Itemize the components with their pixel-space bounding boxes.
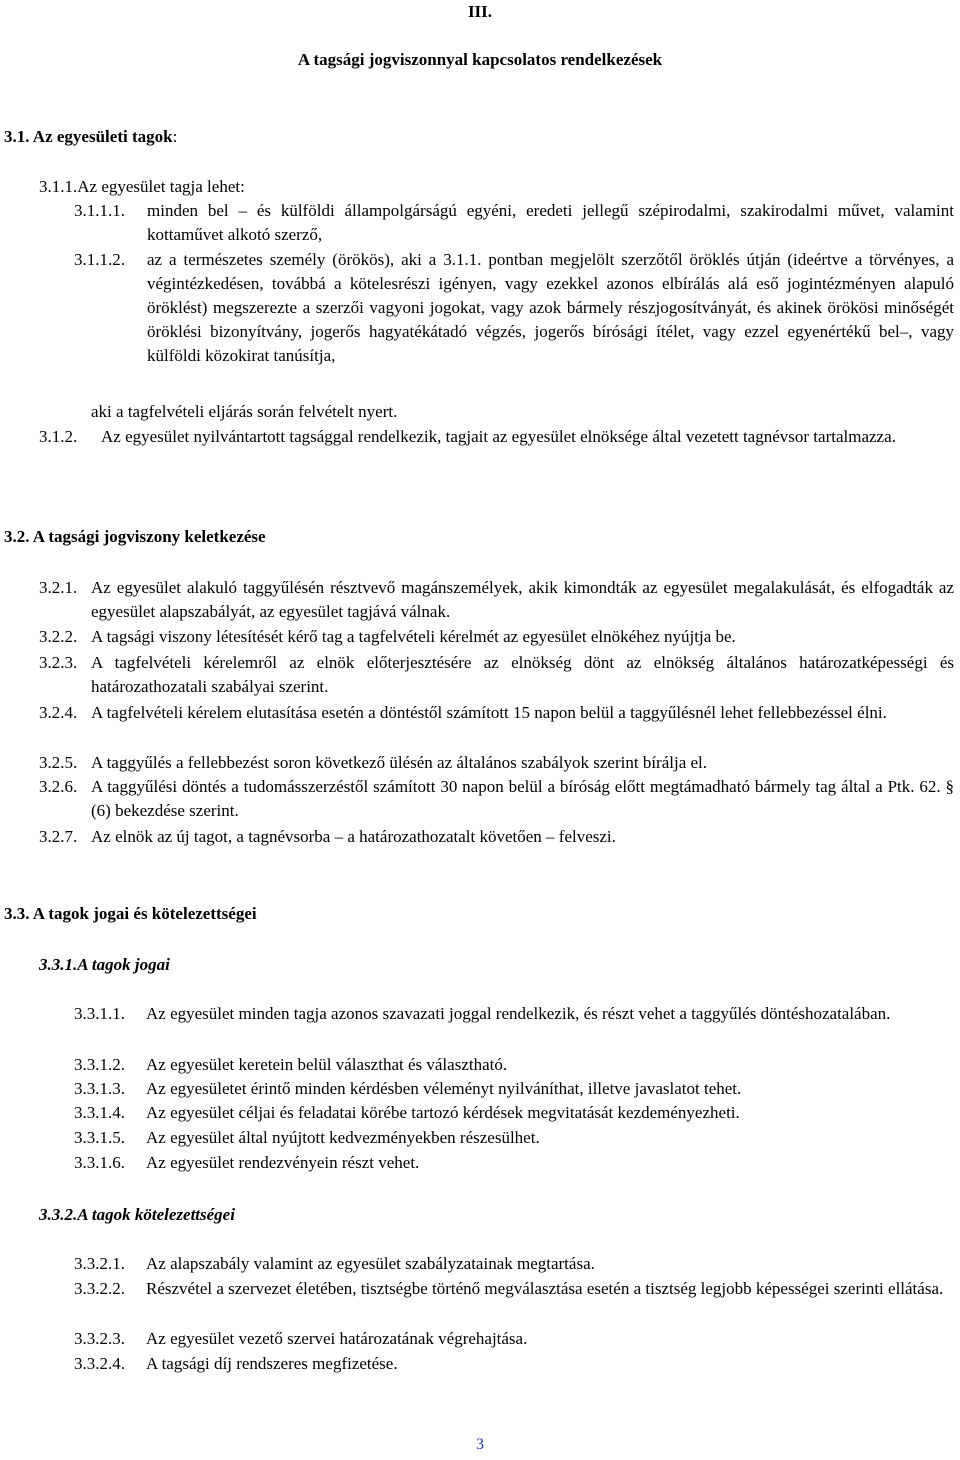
list-item bbox=[39, 825, 954, 849]
list-item bbox=[39, 775, 954, 823]
section-3-1-heading-colon: : bbox=[172, 127, 178, 146]
item-number: 3.2.3. bbox=[39, 653, 78, 672]
chapter-title: A tagsági jogviszonnyal kapcsolatos rendelkezések bbox=[297, 50, 663, 69]
item-number: 3.2.4. bbox=[39, 703, 78, 722]
item-text: Részvétel a szervezet életében, tisztségbe történő megválasztása esetén a tisztség legjobb képességei szerinti ellátása. bbox=[146, 1279, 944, 1298]
list-item bbox=[74, 1352, 954, 1376]
item-text: az a természetes személy (örökös), aki a 3.1.1. pontban megjelölt szerzőtől öröklés útján (ideértve a törvényes, a végintézkedésen, továbbá a kötelesrészi igényen, vagy ezekkel azonos elbírálás alá eső jogintézményen alapuló öröklést) megszerezte a szerzői vagyoni jogokat, vagy azok bármely részjogosítványát, és akinek örökösi minőségét öröklési bizonyítvány, jogerős hagyatékátadó végzés, jogerős bírósági ítélet, vagy ezzel egyenértékű bel–, vagy külföldi közokirat tanúsítja, bbox=[147, 250, 954, 365]
item-number: 3.3.2.3. bbox=[74, 1329, 125, 1348]
item-number: 3.3.1.3. bbox=[74, 1079, 125, 1098]
item-number: 3.3.1.5. bbox=[74, 1128, 125, 1147]
item-text: Az egyesület által nyújtott kedvezményekben részesülhet. bbox=[146, 1128, 540, 1147]
item-number: 3.2.7. bbox=[39, 827, 78, 846]
item-text: Az egyesület nyilvántartott tagsággal rendelkezik, tagjait az egyesület elnöksége által vezetett tagnévsor tartalmazza. bbox=[101, 427, 896, 446]
item-text: A tagsági díj rendszeres megfizetése. bbox=[146, 1354, 398, 1373]
item-number: 3.3.2.2. bbox=[74, 1279, 125, 1298]
page-number: 3 bbox=[476, 1436, 484, 1453]
section-3-3-heading: 3.3. A tagok jogai és kötelezettségei bbox=[4, 904, 257, 923]
item-number: 3.3.1.6. bbox=[74, 1153, 125, 1172]
item-text: minden bel – és külföldi állampolgárságú egyéni, eredeti jellegű szépirodalmi, szakirodalmi művet, valamint kottaművet alkotó szerző, bbox=[147, 201, 954, 244]
list-item bbox=[39, 651, 954, 699]
item-text: Az egyesület keretein belül választhat és választható. bbox=[146, 1055, 508, 1074]
item-3-1-1-2 bbox=[74, 248, 954, 368]
item-number: 3.3.1.2. bbox=[74, 1055, 125, 1074]
item-text: A tagsági viszony létesítését kérő tag a tagfelvételi kérelmét az egyesület elnökéhez nyújtja be. bbox=[91, 627, 736, 646]
list-item bbox=[74, 1277, 954, 1301]
item-text: Az elnök az új tagot, a tagnévsorba – a határozathozatalt követően – felveszi. bbox=[91, 827, 616, 846]
item-text: Az alapszabály valamint az egyesület szabályzatainak megtartása. bbox=[146, 1254, 595, 1273]
section-3-2-heading: 3.2. A tagsági jogviszony keletkezése bbox=[4, 527, 266, 546]
chapter-number: III. bbox=[467, 2, 493, 21]
item-text: Az egyesület minden tagja azonos szavazati joggal rendelkezik, és részt vehet a taggyűlés döntéshozatalában. bbox=[146, 1004, 891, 1023]
list-item bbox=[39, 701, 954, 725]
item-number: 3.2.1. bbox=[39, 578, 78, 597]
list-item bbox=[39, 751, 954, 775]
list-item bbox=[74, 1002, 954, 1026]
item-text: Az egyesület céljai és feladatai körébe tartozó kérdések megvitatását kezdeményezheti. bbox=[146, 1103, 740, 1122]
list-item bbox=[74, 1077, 954, 1101]
item-text: A tagfelvételi kérelem elutasítása esetén a döntéstől számított 15 napon belül a taggyűlésnél lehet fellebbezéssel élni. bbox=[91, 703, 887, 722]
list-item bbox=[74, 1151, 954, 1175]
item-number: 3.3.1.1. bbox=[74, 1004, 125, 1023]
section-3-1-1-tail: aki a tagfelvételi eljárás során felvételt nyert. bbox=[91, 402, 398, 421]
item-text: Az egyesület vezető szervei határozatának végrehajtása. bbox=[146, 1329, 528, 1348]
item-text: Az egyesület rendezvényein részt vehet. bbox=[146, 1153, 420, 1172]
list-item bbox=[74, 1252, 954, 1276]
item-text: A tagfelvételi kérelemről az elnök előterjesztésére az elnökség dönt az elnökség általános határozatképességi és határozathozatali szabályai szerint. bbox=[91, 653, 954, 696]
item-number: 3.2.5. bbox=[39, 753, 78, 772]
item-number: 3.2.2. bbox=[39, 627, 78, 646]
item-text: A taggyűlés a fellebbezést soron következő ülésén az általános szabályok szerint bírálja el. bbox=[91, 753, 708, 772]
section-3-3-2-heading: 3.3.2.A tagok kötelezettségei bbox=[39, 1205, 235, 1224]
section-3-1-heading bbox=[4, 125, 177, 149]
item-text: A taggyűlési döntés a tudomásszerzéstől számított 30 napon belül a bíróság előtt megtámadható bármely tag által a Ptk. 62. § (6) bekezdése szerint. bbox=[91, 777, 954, 820]
item-3-1-2 bbox=[39, 425, 954, 449]
section-3-1-heading-text: 3.1. Az egyesületi tagok bbox=[4, 127, 173, 146]
list-item bbox=[74, 1327, 954, 1351]
item-number: 3.3.2.1. bbox=[74, 1254, 125, 1273]
item-number: 3.2.6. bbox=[39, 777, 78, 796]
list-item bbox=[74, 1101, 954, 1125]
list-item bbox=[74, 1126, 954, 1150]
item-3-1-1-1 bbox=[74, 199, 954, 247]
list-item bbox=[74, 1053, 954, 1077]
item-text: Az egyesületet érintő minden kérdésben véleményt nyilváníthat, illetve javaslatot tehet. bbox=[146, 1079, 742, 1098]
list-item bbox=[39, 625, 954, 649]
item-number: 3.1.1.1. bbox=[74, 201, 125, 220]
item-number: 3.1.2. bbox=[39, 427, 78, 446]
item-text: Az egyesület alakuló taggyűlésén résztvevő magánszemélyek, akik kimondták az egyesület megalakulását, és elfogadták az egyesület alapszabályát, az egyesület tagjává válnak. bbox=[91, 578, 954, 621]
section-3-3-1-heading: 3.3.1.A tagok jogai bbox=[39, 955, 170, 974]
item-number: 3.3.2.4. bbox=[74, 1354, 125, 1373]
section-3-1-1-label: 3.1.1.Az egyesület tagja lehet: bbox=[39, 177, 245, 196]
item-number: 3.3.1.4. bbox=[74, 1103, 125, 1122]
list-item bbox=[39, 576, 954, 624]
item-number: 3.1.1.2. bbox=[74, 250, 125, 269]
